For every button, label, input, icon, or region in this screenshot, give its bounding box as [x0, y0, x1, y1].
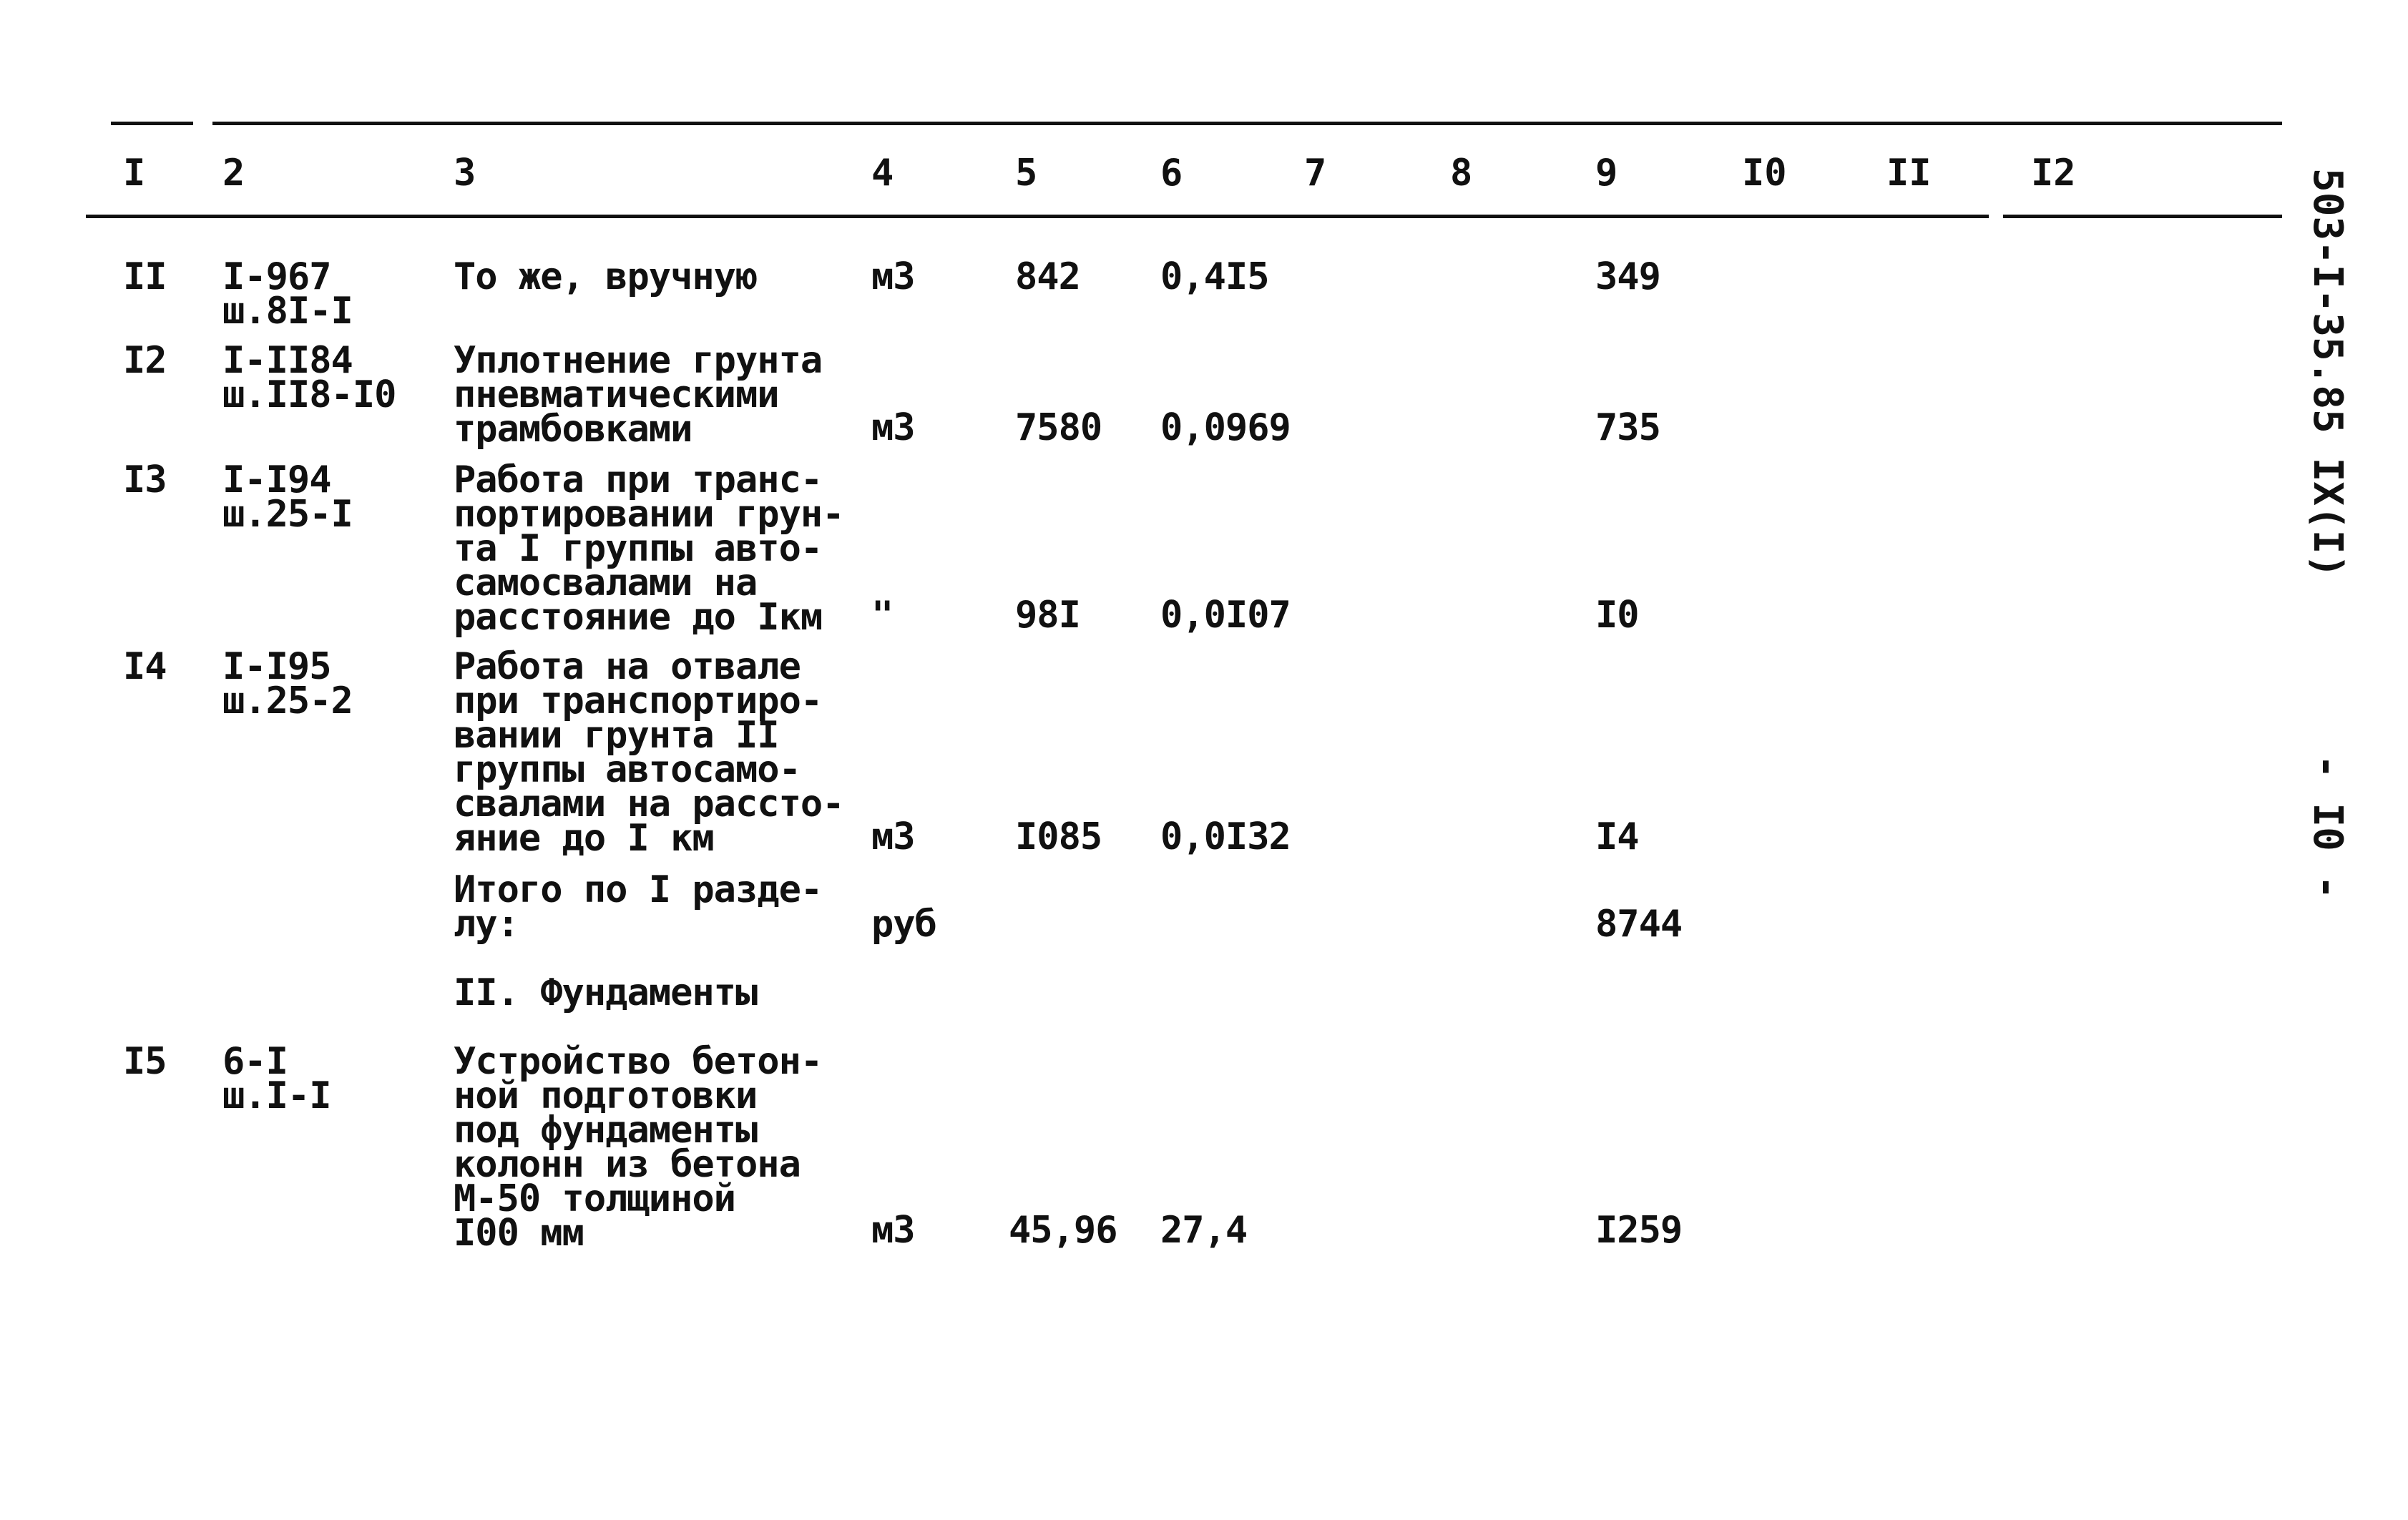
section-total-label: Итого по I разде- лу: — [454, 868, 823, 946]
column-header-11: II — [1886, 152, 1932, 195]
row-price: 27,4 — [1160, 1209, 1248, 1252]
row-total: I259 — [1595, 1209, 1683, 1252]
row-code: I-I94 ш.25-I — [222, 459, 353, 536]
row-unit: руб — [871, 903, 936, 946]
row-code: 6-I ш.I-I — [222, 1040, 331, 1117]
row-price: 0,0969 — [1160, 406, 1291, 449]
document-code: 503-I-35.85 IX(I) — [2304, 168, 2351, 579]
row-code: I-967 ш.8I-I — [222, 255, 353, 333]
row-unit: м3 — [871, 406, 915, 449]
row-price: 0,0I07 — [1160, 594, 1291, 637]
row-unit: м3 — [871, 815, 915, 858]
row-code: I-I95 ш.25-2 — [222, 645, 353, 722]
row-name: Работа на отвале при транспортиро- вании грунта II группы автосамо- свалами на рассто- яние до I км — [454, 645, 844, 860]
row-price: 0,0I32 — [1160, 815, 1291, 858]
row-total: I0 — [1595, 594, 1639, 637]
column-header-10: I0 — [1742, 152, 1787, 195]
row-number: I5 — [123, 1040, 167, 1083]
row-total: I4 — [1595, 815, 1639, 858]
row-quantity: 45,96 — [1009, 1209, 1117, 1252]
header-rule — [2003, 215, 2282, 218]
top-rule — [111, 122, 193, 125]
row-quantity: I085 — [1015, 815, 1102, 858]
row-unit: м3 — [871, 255, 915, 298]
row-number: I3 — [123, 459, 167, 501]
row-total: 349 — [1595, 255, 1660, 298]
row-total: 735 — [1595, 406, 1660, 449]
row-quantity: 842 — [1015, 255, 1080, 298]
section-heading: II. Фундаменты — [454, 971, 758, 1014]
column-header-2: 2 — [222, 152, 245, 195]
column-header-7: 7 — [1304, 152, 1327, 195]
row-number: I4 — [123, 645, 167, 688]
row-number: II — [123, 255, 167, 298]
column-header-6: 6 — [1160, 152, 1183, 195]
row-unit: " — [871, 594, 894, 637]
row-name: Уплотнение грунта пневматическими трамбовками — [454, 339, 823, 451]
column-header-8: 8 — [1450, 152, 1473, 195]
row-quantity: 7580 — [1015, 406, 1102, 449]
column-header-5: 5 — [1015, 152, 1038, 195]
column-header-4: 4 — [871, 152, 894, 195]
header-rule — [86, 215, 1989, 218]
column-header-9: 9 — [1595, 152, 1618, 195]
column-header-3: 3 — [454, 152, 476, 195]
row-name: Устройство бетон- ной подготовки под фундаменты колонн из бетона М-50 толщиной I00 мм — [454, 1040, 823, 1255]
section-total-value: 8744 — [1595, 903, 1683, 946]
row-code: I-II84 ш.II8-I0 — [222, 339, 396, 416]
page-number: - I0 - — [2304, 755, 2351, 900]
row-unit: м3 — [871, 1209, 915, 1252]
row-number: I2 — [123, 339, 167, 382]
row-name: То же, вручную — [454, 255, 758, 298]
row-quantity: 98I — [1015, 594, 1080, 637]
row-name: Работа при транс- портировании грун- та I группы авто- самосвалами на расстояние до Iкм — [454, 459, 844, 639]
column-header-12: I2 — [2031, 152, 2076, 195]
top-rule — [212, 122, 2282, 125]
row-price: 0,4I5 — [1160, 255, 1269, 298]
column-header-1: I — [123, 152, 146, 195]
